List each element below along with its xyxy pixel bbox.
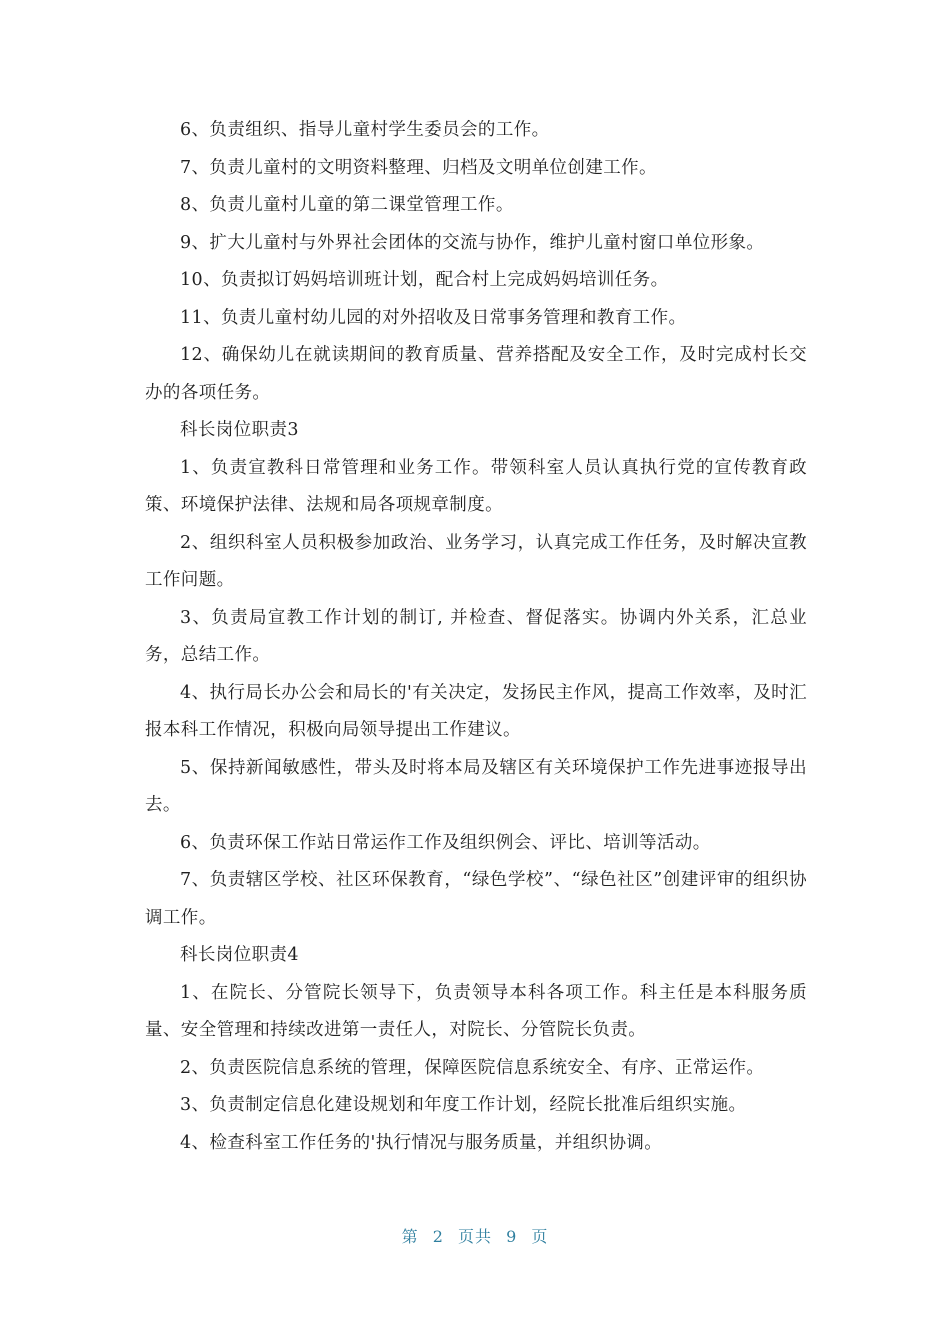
footer-current-page: 2 [432, 1227, 444, 1246]
paragraph: 9、扩大儿童村与外界社会团体的交流与协作，维护儿童村窗口单位形象。 [180, 232, 765, 253]
paragraph: 3、负责制定信息化建设规划和年度工作计划，经院长批准后组织实施。 [180, 1095, 747, 1115]
paragraph: 12、确保幼儿在就读期间的教育质量、营养搭配及安全工作，及时完成村长交办的各项任务。 [145, 345, 807, 403]
paragraph: 4、检查科室工作任务的'执行情况与服务质量，并组织协调。 [180, 1132, 663, 1153]
paragraph: 7、负责辖区学校、社区环保教育，“绿色学校”、“绿色社区”创建评审的组织协调工作。 [145, 870, 807, 928]
paragraph: 5、保持新闻敏感性，带头及时将本局及辖区有关环境保护工作先进事迹报导出去。 [145, 757, 807, 815]
footer-label-end: 页 [531, 1227, 549, 1246]
paragraph: 2、负责医院信息系统的管理，保障医院信息系统安全、有序、正常运作。 [180, 1057, 765, 1078]
footer-label-page: 第 [401, 1227, 419, 1246]
section-heading: 科长岗位职责4 [180, 945, 299, 965]
document-body [145, 112, 807, 1162]
paragraph: 11、负责儿童村幼儿园的对外招收及日常事务管理和教育工作。 [180, 307, 687, 328]
paragraph: 3、负责局宣教工作计划的制订, 并检查、督促落实。协调内外关系，汇总业务，总结工作。 [145, 607, 807, 665]
paragraph: 2、组织科室人员积极参加政治、业务学习，认真完成工作任务，及时解决宣教工作问题。 [145, 532, 807, 590]
paragraph: 4、执行局长办公会和局长的'有关决定，发扬民主作风，提高工作效率，及时汇报本科工作情况，积极向局领导提出工作建议。 [145, 682, 807, 740]
paragraph: 7、负责儿童村的文明资料整理、归档及文明单位创建工作。 [180, 157, 657, 178]
paragraph: 1、在院长、分管院长领导下，负责领导本科各项工作。科主任是本科服务质量、安全管理和持续改进第一责任人，对院长、分管院长负责。 [145, 982, 807, 1040]
paragraph: 6、负责环保工作站日常运作工作及组织例会、评比、培训等活动。 [180, 832, 711, 853]
paragraph: 8、负责儿童村儿童的第二课堂管理工作。 [180, 195, 514, 215]
paragraph: 6、负责组织、指导儿童村学生委员会的工作。 [180, 120, 550, 140]
footer-total-pages: 9 [506, 1227, 518, 1246]
paragraph: 10、负责拟订妈妈培训班计划，配合村上完成妈妈培训任务。 [180, 270, 669, 290]
footer-label-total: 页共 [457, 1227, 492, 1246]
paragraph: 1、负责宣教科日常管理和业务工作。带领科室人员认真执行党的宣传教育政策、环境保护法律、法规和局各项规章制度。 [145, 457, 807, 515]
section-heading: 科长岗位职责3 [180, 420, 299, 440]
page-footer [0, 1224, 950, 1247]
